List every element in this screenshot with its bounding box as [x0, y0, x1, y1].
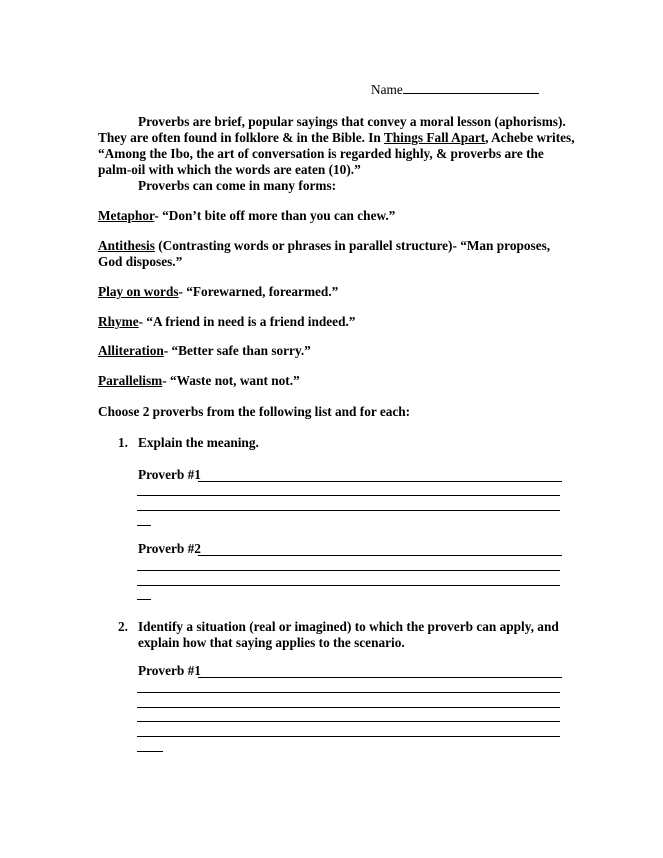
form-example: - “Better safe than sorry.”: [163, 343, 311, 358]
form-example: (Contrasting words or phrases in parallel structure)- “Man proposes,: [154, 238, 551, 253]
answer-line[interactable]: [137, 692, 560, 693]
form-example: - “A friend in need is a friend indeed.”: [138, 314, 356, 329]
form-term: Play on words: [98, 284, 179, 299]
form-term: Metaphor: [98, 208, 155, 223]
intro-line-1: Proverbs are brief, popular sayings that convey a moral lesson (aphorisms).: [138, 114, 566, 129]
answer-line[interactable]: [137, 599, 151, 600]
form-term: Alliteration: [98, 343, 164, 358]
form-example: - “Forewarned, forearmed.”: [178, 284, 339, 299]
answer-line[interactable]: [198, 555, 562, 556]
form-metaphor: [98, 208, 395, 224]
answer-line[interactable]: [137, 751, 163, 752]
instructions: Choose 2 proverbs from the following list and for each:: [98, 404, 411, 419]
form-antithesis-cont: God disposes.”: [98, 254, 183, 269]
form-alliteration: [98, 343, 311, 359]
task-1-text: Explain the meaning.: [138, 435, 259, 450]
answer-line[interactable]: [198, 677, 562, 678]
answer-line[interactable]: [137, 585, 560, 586]
intro-line-4: palm-oil with which the words are eaten (10).”: [98, 162, 361, 177]
answer-line[interactable]: [137, 736, 560, 737]
task-2-proverb-1-label: Proverb #1: [138, 663, 201, 678]
form-term: Parallelism: [98, 373, 163, 388]
form-term: Antithesis: [98, 238, 155, 253]
task-2-number: 2.: [118, 619, 128, 634]
answer-line[interactable]: [137, 495, 560, 496]
name-blank-line[interactable]: [403, 80, 539, 94]
form-term: Rhyme: [98, 314, 139, 329]
intro-line-2-pre: They are often found in folklore & in the Bible. In: [98, 130, 384, 145]
task-1-proverb-1-label: Proverb #1: [138, 467, 201, 482]
task-2-text: Identify a situation (real or imagined) to which the proverb can apply, and: [138, 619, 559, 634]
answer-line[interactable]: [198, 481, 562, 482]
name-field[interactable]: [371, 80, 539, 98]
form-play-on-words: [98, 284, 338, 300]
form-antithesis: [98, 238, 550, 254]
form-example: - “Don’t bite off more than you can chew.”: [154, 208, 396, 223]
answer-line[interactable]: [137, 721, 560, 722]
task-1-number: 1.: [118, 435, 128, 450]
intro-line-2-post: , Achebe writes,: [485, 130, 575, 145]
answer-line[interactable]: [137, 510, 560, 511]
intro-line-3: “Among the Ibo, the art of conversation is regarded highly, & proverbs are the: [98, 146, 544, 161]
task-1-proverb-2-label: Proverb #2: [138, 541, 201, 556]
form-example: - “Waste not, want not.”: [162, 373, 300, 388]
task-2-text-cont: explain how that saying applies to the scenario.: [138, 635, 405, 650]
intro-line-5: Proverbs can come in many forms:: [138, 178, 337, 193]
answer-line[interactable]: [137, 707, 560, 708]
intro-line-2: [98, 130, 575, 146]
answer-line[interactable]: [137, 570, 560, 571]
name-label: Name: [371, 82, 403, 97]
answer-line[interactable]: [137, 525, 151, 526]
form-rhyme: [98, 314, 355, 330]
book-title: Things Fall Apart: [383, 130, 486, 145]
form-parallelism: [98, 373, 300, 389]
